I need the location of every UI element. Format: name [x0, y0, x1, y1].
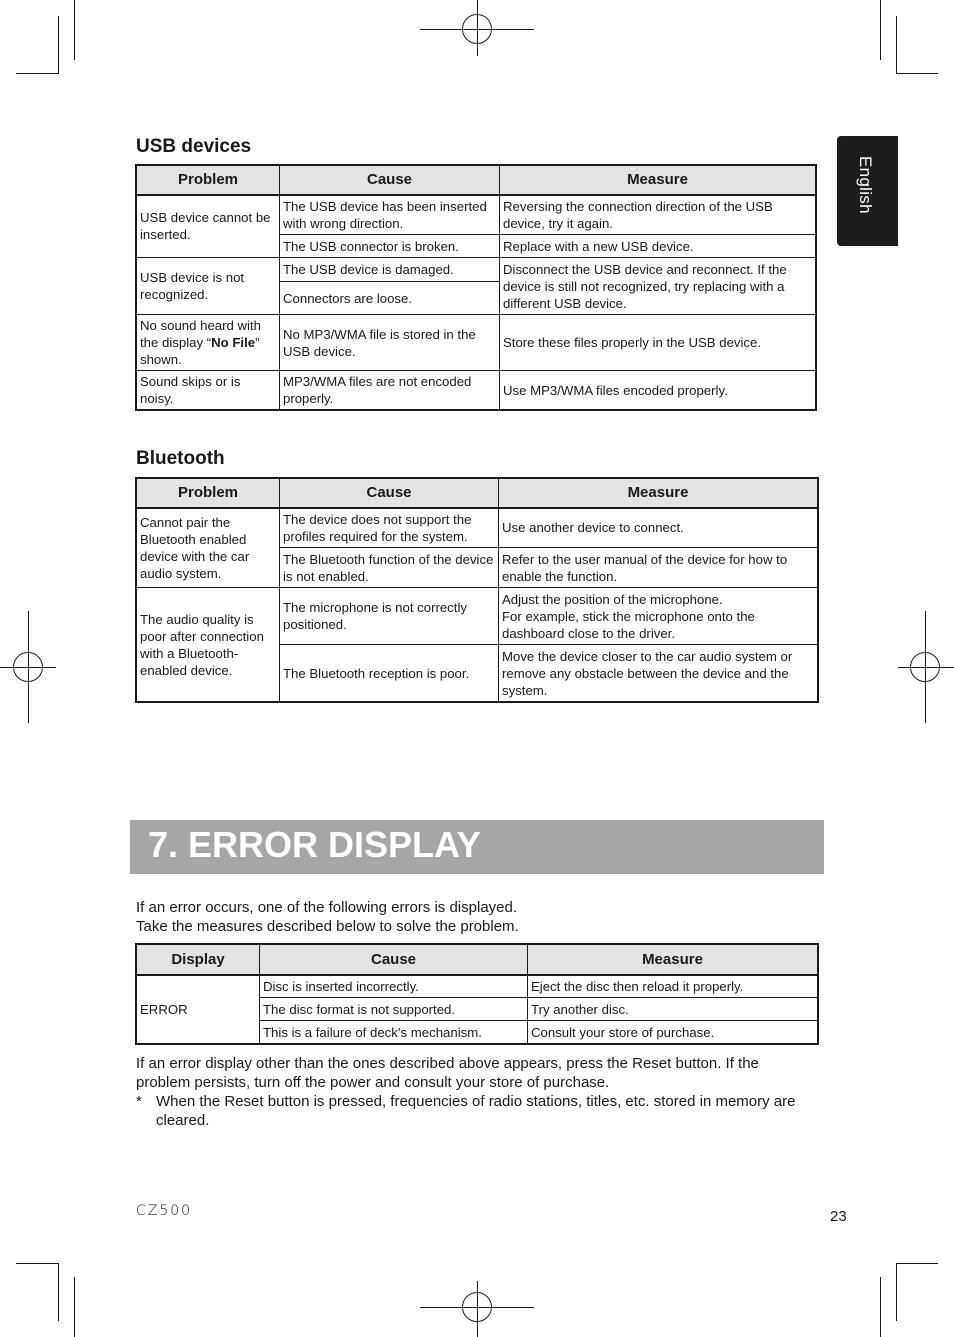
table-row	[137, 195, 816, 235]
language-tab-label: English	[856, 156, 875, 214]
error-display-table	[136, 944, 818, 1044]
column-header-problem: Problem	[137, 479, 280, 508]
problem-cell: USB device is not recognized.	[137, 258, 280, 315]
section-heading: 7. ERROR DISPLAY	[148, 824, 481, 865]
table-row	[137, 588, 818, 645]
problem-cell: Sound skips or is noisy.	[137, 371, 280, 410]
measure-cell: Reversing the connection direction of the USB device, try it again.	[500, 195, 816, 235]
measure-cell: Store these files properly in the USB device.	[500, 315, 816, 371]
problem-cell	[137, 315, 280, 371]
model-name: CZ500	[136, 1203, 193, 1219]
bluetooth-section-title: Bluetooth	[136, 448, 225, 469]
problem-cell: USB device cannot be inserted.	[137, 195, 280, 258]
column-header-problem: Problem	[137, 166, 280, 195]
display-cell: ERROR	[137, 975, 260, 1044]
column-header-display: Display	[137, 945, 260, 975]
column-header-cause: Cause	[280, 166, 500, 195]
reset-instructions: If an error display other than the ones described above appears, press the Reset button. If the problem persists, turn off the power and consult your store of purchase.	[136, 1055, 759, 1091]
usb-troubleshooting-table	[136, 165, 816, 410]
table-row	[137, 508, 818, 548]
cause-cell: The USB device is damaged.	[280, 258, 500, 282]
measure-line: Adjust the position of the microphone.	[502, 591, 723, 607]
measure-cell: Use MP3/WMA files encoded properly.	[500, 371, 816, 410]
cause-cell: The USB device has been inserted with wrong direction.	[280, 195, 500, 235]
column-header-measure: Measure	[528, 945, 818, 975]
cause-cell: The Bluetooth reception is poor.	[280, 645, 499, 702]
language-tab	[837, 136, 898, 246]
cause-cell: The disc format is not supported.	[260, 998, 528, 1021]
page-number: 23	[830, 1208, 847, 1225]
cause-cell: The USB connector is broken.	[280, 235, 500, 258]
measure-cell	[499, 588, 818, 645]
column-header-measure: Measure	[499, 479, 818, 508]
measure-cell: Use another device to connect.	[499, 508, 818, 548]
intro-line-2: Take the measures described below to solve the problem.	[136, 918, 519, 935]
intro-line-1: If an error occurs, one of the following errors is displayed.	[136, 899, 518, 916]
measure-cell: Replace with a new USB device.	[500, 235, 816, 258]
cause-cell: The Bluetooth function of the device is not enabled.	[280, 548, 499, 588]
column-header-measure: Measure	[500, 166, 816, 195]
problem-cell: The audio quality is poor after connection with a Bluetooth-enabled device.	[137, 588, 280, 702]
table-row	[137, 258, 816, 282]
footnote	[136, 1092, 816, 1132]
measure-cell: Move the device closer to the car audio system or remove any obstacle between the device and the system.	[499, 645, 818, 702]
cause-cell: Disc is inserted incorrectly.	[260, 975, 528, 998]
cause-cell: MP3/WMA files are not encoded properly.	[280, 371, 500, 410]
measure-cell: Try another disc.	[528, 998, 818, 1021]
footnote-mark: *	[136, 1093, 142, 1110]
measure-line: For example, stick the microphone onto the dashboard close to the driver.	[502, 608, 755, 641]
usb-section-title: USB devices	[136, 136, 252, 157]
problem-text-start: No sound heard with the display “	[140, 318, 261, 350]
cause-cell: The device does not support the profiles required for the system.	[280, 508, 499, 548]
intro-text	[136, 898, 519, 936]
measure-cell: Eject the disc then reload it properly.	[528, 975, 818, 998]
table-row	[137, 315, 816, 371]
table-row	[137, 975, 818, 998]
cause-cell: The microphone is not correctly positioned.	[280, 588, 499, 645]
problem-text-end: ” shown.	[140, 335, 260, 367]
no-file-display-text: No File	[211, 335, 256, 350]
cause-cell: No MP3/WMA file is stored in the USB device.	[280, 315, 500, 371]
footnote-text: When the Reset button is pressed, frequencies of radio stations, titles, etc. stored in memory are cleared.	[156, 1093, 796, 1129]
column-header-cause: Cause	[280, 479, 499, 508]
measure-cell: Consult your store of purchase.	[528, 1021, 818, 1044]
measure-cell: Disconnect the USB device and reconnect. If the device is still not recognized, try replacing with a different USB device.	[500, 258, 816, 315]
column-header-cause: Cause	[260, 945, 528, 975]
measure-cell: Refer to the user manual of the device for how to enable the function.	[499, 548, 818, 588]
section-banner	[130, 820, 824, 874]
bluetooth-troubleshooting-table	[136, 478, 818, 702]
table-row	[137, 371, 816, 410]
cause-cell: Connectors are loose.	[280, 282, 500, 315]
cause-cell: This is a failure of deck’s mechanism.	[260, 1021, 528, 1044]
problem-cell: Cannot pair the Bluetooth enabled device with the car audio system.	[137, 508, 280, 588]
